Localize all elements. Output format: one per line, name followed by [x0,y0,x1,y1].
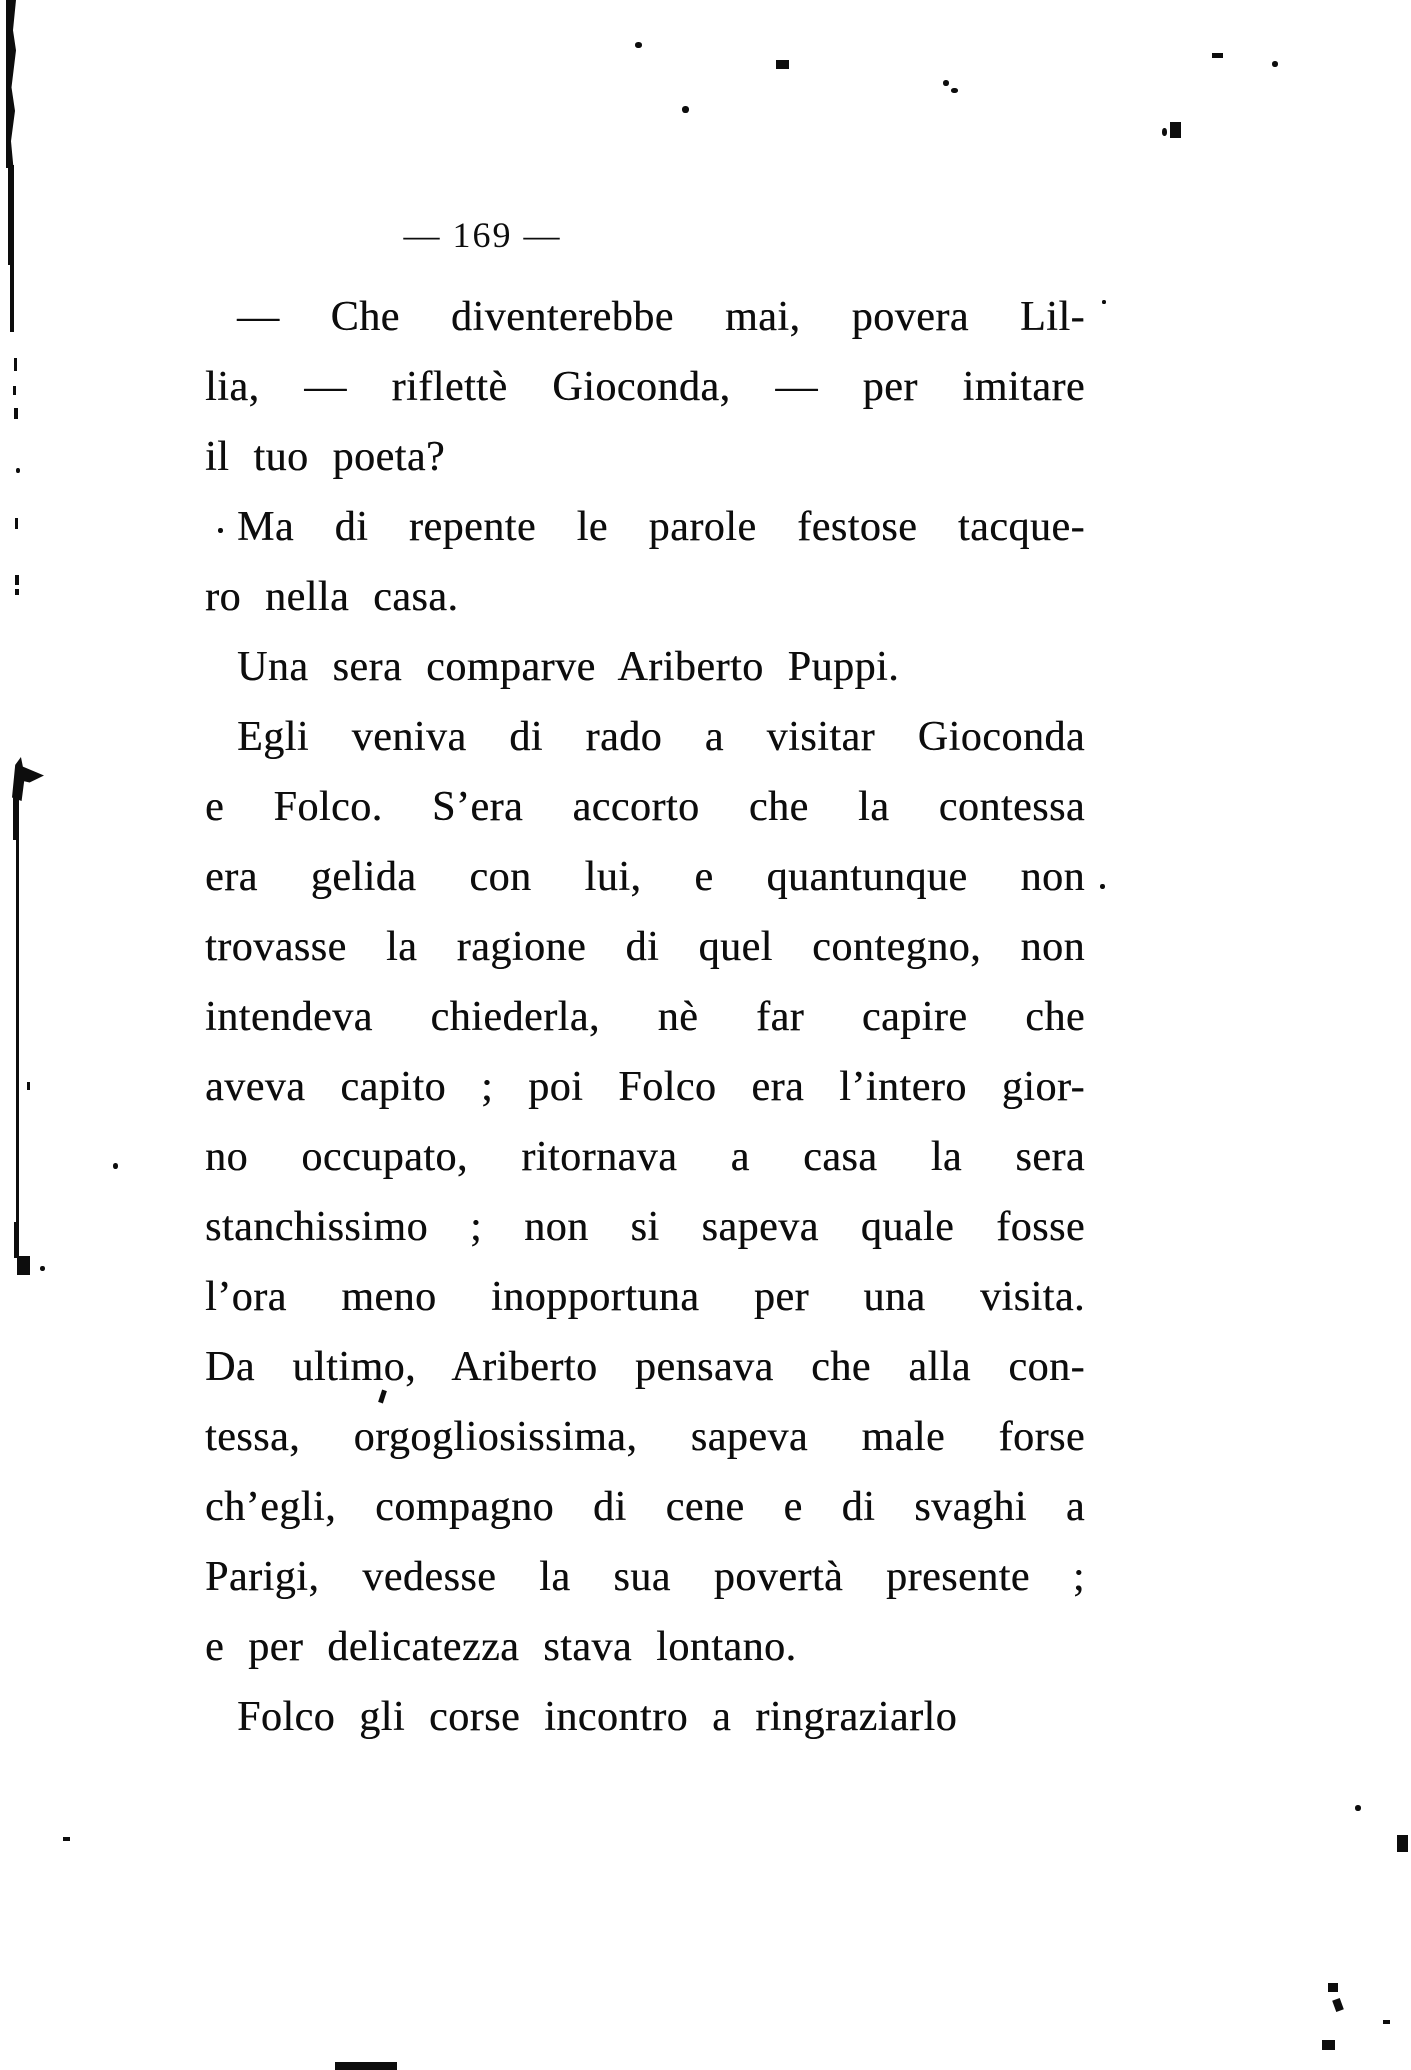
ink-blob [1322,2040,1335,2050]
bottom-edge-bar [335,2062,397,2070]
ink-speck [16,468,20,473]
ink-blob [17,1256,30,1275]
ink-speck [1102,300,1106,304]
text-line: tessa, orgogliosissima, sapeva male forse [205,1414,1085,1460]
ink-blob [1328,1983,1338,1992]
text-line: ro nella casa. [205,574,459,620]
ink-flag-blob [12,757,44,801]
text-line: — Che diventerebbe mai, povera Lil- [237,294,1085,340]
ink-dash [15,518,18,529]
text-line: e Folco. S’era accorto che la contessa [205,784,1085,830]
ink-dash [14,408,18,419]
ink-speck [682,106,689,113]
ink-dash [27,1082,30,1090]
ink-speck [943,80,949,86]
text-line: l’ora meno inopportuna per una visita. [205,1274,1085,1320]
text-line: aveva capito ; poi Folco era l’intero gior- [205,1064,1085,1110]
text-line: stanchissimo ; non si sapeva quale fosse [205,1204,1085,1250]
binding-edge-smudge [6,0,16,168]
text-line: Folco gli corse incontro a ringraziarlo [237,1694,958,1740]
ink-blob [776,60,789,69]
text-line: era gelida con lui, e quantunque non [205,854,1085,900]
text-line: il tuo poeta? [205,434,446,480]
text-line: Ma di repente le parole festose tacque- [237,504,1085,550]
ink-dash [1383,2020,1390,2024]
ink-speck [40,1266,45,1271]
text-line: Da ultimo, Ariberto pensava che alla con- [205,1344,1085,1390]
ink-speck [218,528,223,533]
ink-dash [63,1837,70,1841]
text-line: ch’egli, compagno di cene e di svaghi a [205,1484,1085,1530]
text-line: trovasse la ragione di quel contegno, non [205,924,1085,970]
ink-dash [15,589,19,595]
ink-line [14,1222,19,1258]
binding-edge-smudge [10,262,14,332]
ink-speck [1100,884,1105,889]
binding-edge-smudge [8,165,14,265]
text-line: lia, — riflettè Gioconda, — per imitare [205,364,1085,410]
text-line: no occupato, ritornava a casa la sera [205,1134,1085,1180]
text-block [205,282,1085,1752]
ink-line [13,798,19,840]
text-line: Parigi, vedesse la sua povertà presente ; [205,1554,1085,1600]
ink-line [16,838,19,1223]
ink-blob [1332,1998,1344,2012]
page-number: — 169 — [403,215,562,255]
ink-dash [14,358,17,371]
ink-speck [113,1163,118,1169]
text-line: Egli veniva di rado a visitar Gioconda [237,714,1085,760]
ink-speck [1162,128,1167,136]
ink-speck [1355,1805,1361,1811]
text-line: Una sera comparve Ariberto Puppi. [237,644,900,690]
ink-blob [1170,122,1181,138]
ink-dash [15,575,19,585]
ink-speck [951,88,958,93]
text-line: e per delicatezza stava lontano. [205,1624,797,1670]
ink-dash [13,386,16,395]
text-line: intendeva chiederla, nè far capire che [205,994,1085,1040]
ink-speck [635,42,642,48]
ink-blob [1397,1835,1408,1852]
ink-speck [1272,61,1278,67]
ink-dash [1212,53,1223,58]
